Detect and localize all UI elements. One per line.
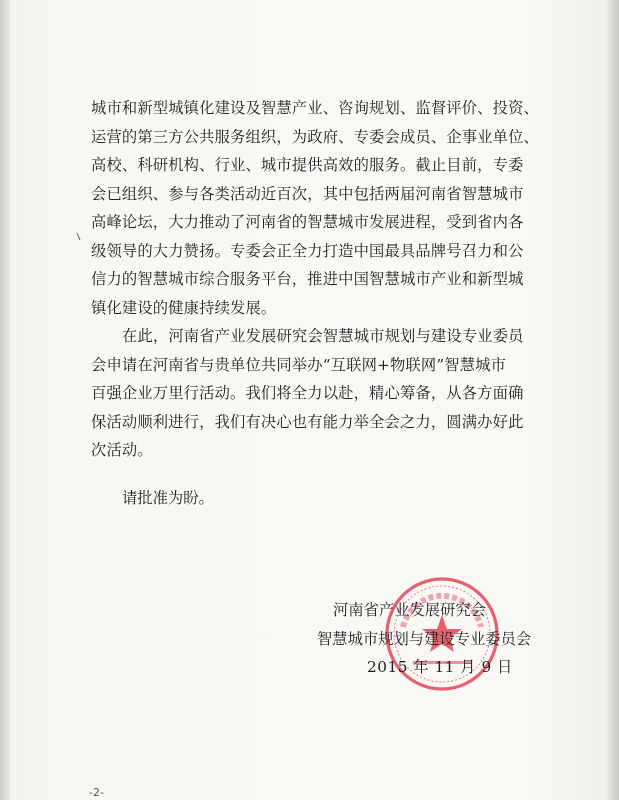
- approval-request: 请批准为盼。: [122, 489, 214, 507]
- paragraph-line: 运营的第三方公共服务组织，为政府、专委会成员、企事业单位、: [91, 127, 539, 146]
- paragraph-line: 城市和新型城镇化建设及智慧产业、咨询规划、监督评价、投资、: [91, 99, 539, 117]
- paragraph-line: 会已组织、参与各类活动近百次，其中包括两届河南省智慧城市: [91, 184, 524, 203]
- paragraph-line: 在此，河南省产业发展研究会智慧城市规划与建设专业委员: [122, 327, 524, 345]
- paragraph-line: 会申请在河南省与贵单位共同举办“互联网+物联网”智慧城市: [91, 355, 507, 374]
- paragraph-line: 次活动。: [91, 441, 153, 459]
- paragraph-line: 镇化建设的健康持续发展。: [91, 298, 277, 317]
- paragraph-line: 高峰论坛，大力推动了河南省的智慧城市发展进程，受到省内各: [91, 213, 524, 231]
- signature-date: 2015 年 11 月 9 日: [367, 658, 513, 676]
- paragraph-line: 级领导的大力赞扬。专委会正全力打造中国最具品牌号召力和公: [91, 241, 524, 260]
- signature-committee: 智慧城市规划与建设专业委员会: [317, 630, 532, 648]
- paragraph-1: [91, 94, 541, 322]
- page-number: -2-: [89, 786, 104, 799]
- signature-organization: 河南省产业发展研究会: [333, 601, 486, 619]
- paragraph-2: [91, 322, 541, 465]
- paragraph-line: 百强企业万里行活动。我们将全力以赴，精心筹备，从各方面确: [91, 384, 524, 402]
- letter-body: [91, 94, 541, 465]
- page-shadow-right: [605, 0, 619, 800]
- paragraph-line: 信力的智慧城市综合服务平台，推进中国智慧城市产业和新型城: [91, 270, 524, 288]
- paragraph-line: 高校、科研机构、行业、城市提供高效的服务。截止目前，专委: [91, 156, 524, 174]
- pen-mark-icon: [76, 232, 82, 242]
- paragraph-line: 保活动顺利进行，我们有决心也有能力举全会之力，圆满办好此: [91, 412, 524, 431]
- page-shadow-left: [0, 0, 10, 800]
